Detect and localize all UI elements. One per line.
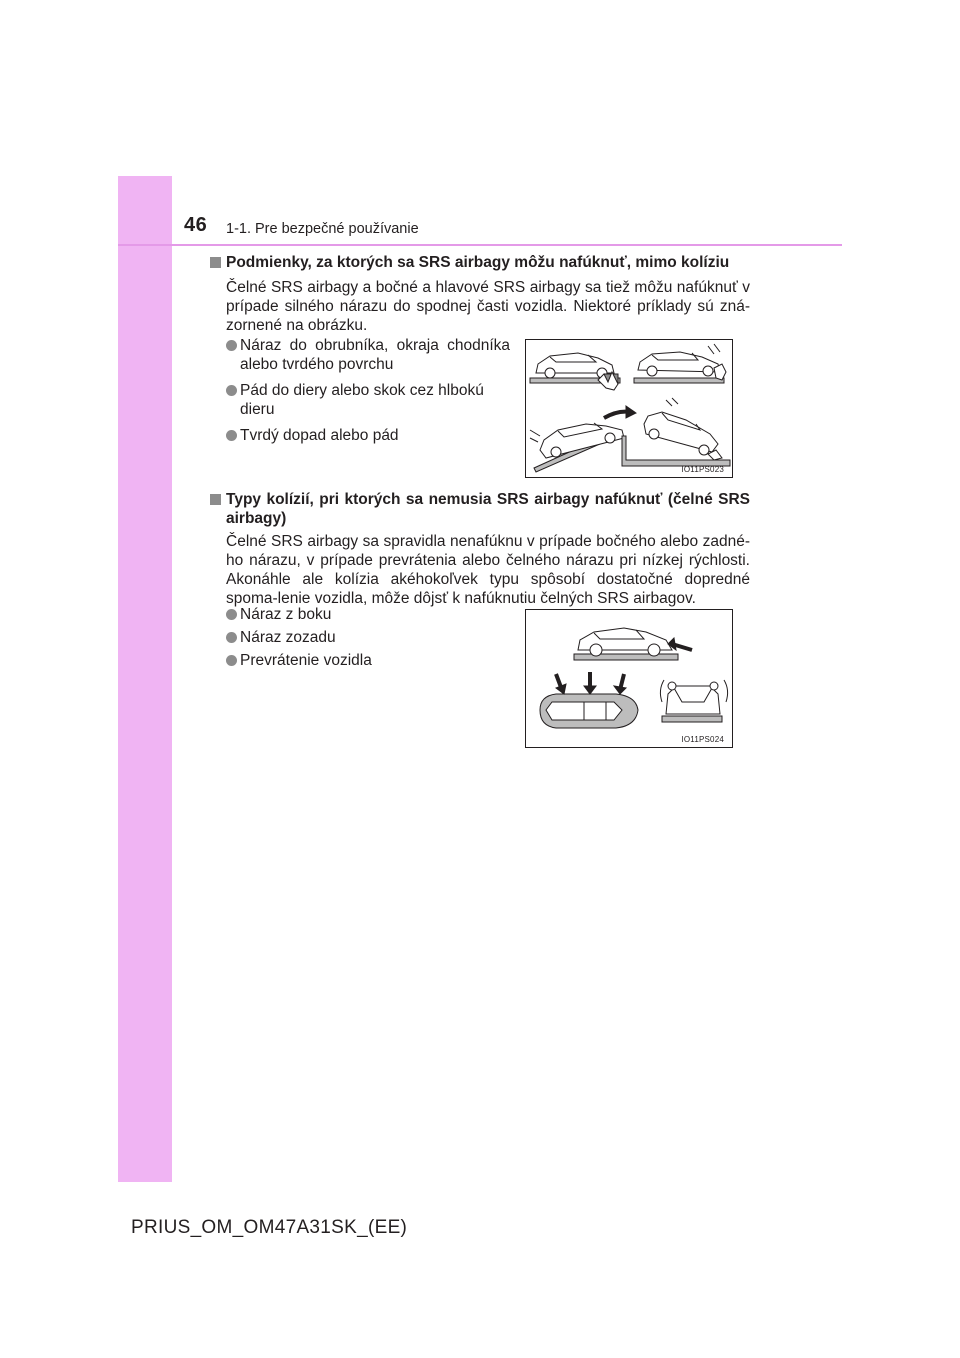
section2-paragraph: Čelné SRS airbagy sa spravidla nenafúknu v prípade bočného alebo zadné-ho nárazu, v prípade prevrátenia alebo čelného nárazu pri nízkej rýchlosti. Akonáhle ale kolízia akéhokoľvek typu spôsobí dostatočné dopredné spoma-lenie vozidla, môže dôjsť k nafúknutiu čelných SRS airbagov. <box>226 533 750 607</box>
section2-bullets <box>210 605 510 670</box>
square-bullet-icon <box>210 257 221 268</box>
figure-code: IO11PS024 <box>681 735 724 744</box>
round-bullet-icon <box>226 430 237 441</box>
section1-heading: Podmienky, za ktorých sa SRS airbagy môžu nafúknuť, mimo kolíziu <box>210 253 750 272</box>
square-bullet-icon <box>210 494 221 505</box>
car-impact-illustration <box>526 340 732 477</box>
section-title: 1-1. Pre bezpečné používanie <box>226 221 419 237</box>
list-item: Náraz zozadu <box>226 628 510 647</box>
round-bullet-icon <box>226 655 237 666</box>
list-item: Tvrdý dopad alebo pád <box>226 426 510 445</box>
header-rule <box>118 244 842 246</box>
figure-code: IO11PS023 <box>681 465 724 474</box>
round-bullet-icon <box>226 632 237 643</box>
section1-bullets <box>210 336 510 445</box>
section2-text <box>210 490 750 608</box>
round-bullet-icon <box>226 340 237 351</box>
car-collision-types-illustration <box>526 610 732 747</box>
side-band <box>118 176 172 1182</box>
section1-text <box>210 253 750 335</box>
list-item: Pád do diery alebo skok cez hlbokú dieru <box>226 381 510 419</box>
list-item: Náraz z boku <box>226 605 510 624</box>
footer-doc-id: PRIUS_OM_OM47A31SK_(EE) <box>131 1217 408 1238</box>
section1-paragraph: Čelné SRS airbagy a bočné a hlavové SRS airbagy sa tiež môžu nafúknuť v prípade silného nárazu do spodnej časti vozidla. Niektoré príklady sú zná-zornené na obrázku. <box>226 279 750 334</box>
list-item: Prevrátenie vozidla <box>226 651 510 670</box>
list-item: Náraz do obrubníka, okraja chodníka alebo tvrdého povrchu <box>226 336 510 374</box>
figure-non-deploy-examples <box>525 609 733 748</box>
figure-collision-examples <box>525 339 733 478</box>
section2-heading: Typy kolízií, pri ktorých sa nemusia SRS airbagy nafúknuť (čelné SRS airbagy) <box>210 490 750 528</box>
round-bullet-icon <box>226 609 237 620</box>
page-number: 46 <box>184 214 208 236</box>
round-bullet-icon <box>226 385 237 396</box>
